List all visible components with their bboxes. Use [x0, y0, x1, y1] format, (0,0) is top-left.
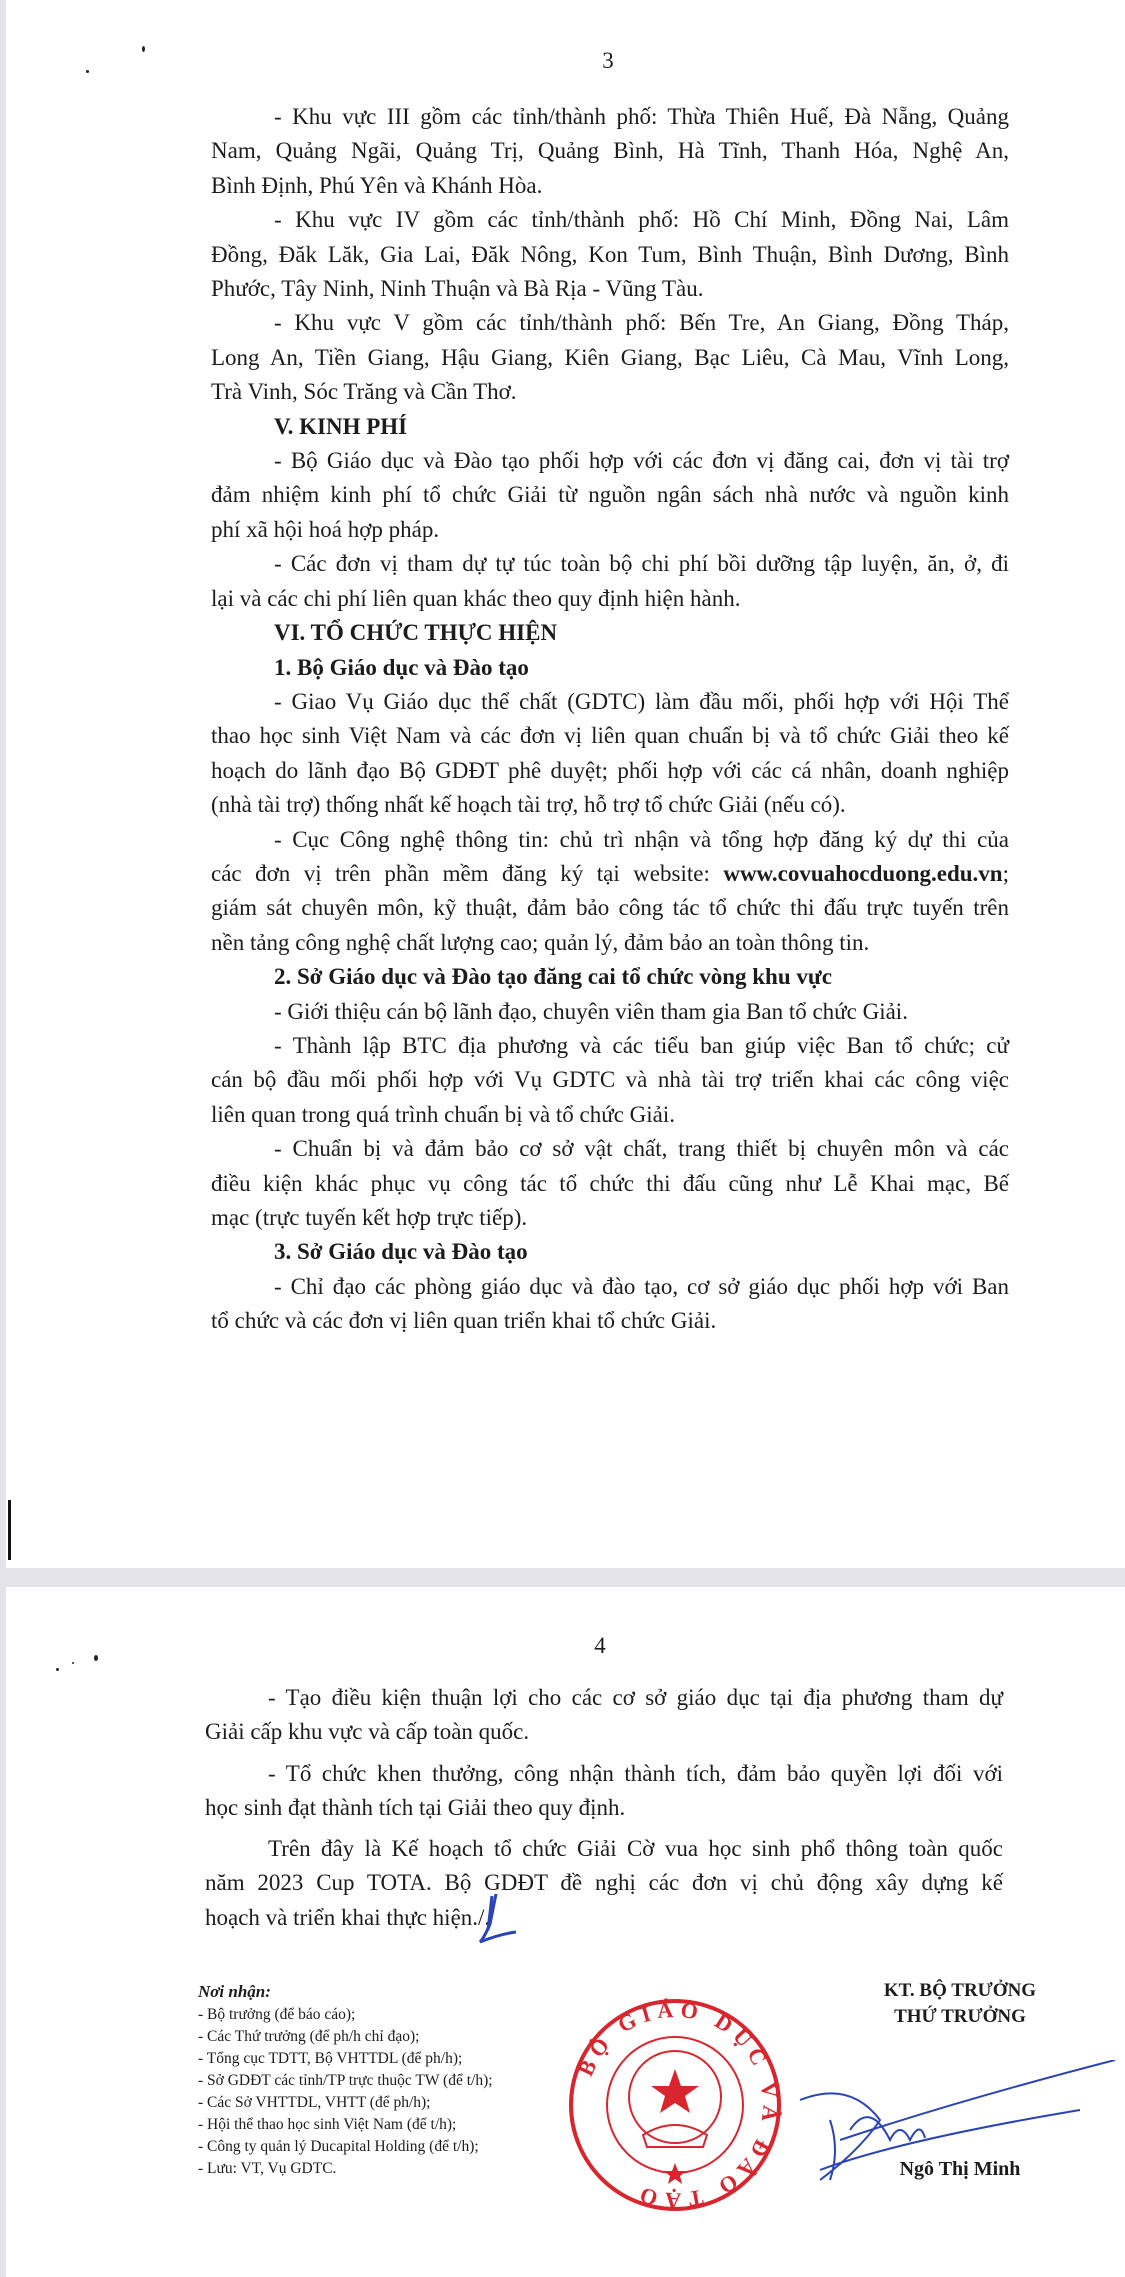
text-line: - Bộ Giáo dục và Đào tạo phối hợp với các đơn vị đăng cai, đơn vị tài trợ — [274, 448, 1009, 474]
text-line: Bình Định, Phú Yên và Khánh Hòa. — [211, 172, 543, 198]
website-link-text: www.covuahocduong.edu.vn — [723, 860, 1003, 886]
text-line: - Các đơn vị tham dự tự túc toàn bộ chi phí bồi dưỡng tập luyện, ăn, ở, đi — [274, 551, 1009, 577]
text-line: - Tổ chức khen thưởng, công nhận thành tích, đảm bảo quyền lợi đối với — [268, 1761, 1003, 1786]
paragraph — [211, 100, 1009, 203]
page-3-body — [211, 100, 1009, 1339]
text-line: - Chuẩn bị và đảm bảo cơ sở vật chất, trang thiết bị chuyên môn và các — [274, 1136, 1009, 1162]
page-4-paragraph — [205, 1681, 1003, 1750]
text-line: - Giao Vụ Giáo dục thể chất (GDTC) làm đầu mối, phối hợp với Hội Thể — [274, 688, 1009, 714]
text-line: năm 2023 Cup TOTA. Bộ GDĐT đề nghị các đơn vị chủ động xây dựng kế — [205, 1870, 1003, 1896]
text-line: phí xã hội hoá hợp pháp. — [211, 516, 440, 542]
text-line: - Giới thiệu cán bộ lãnh đạo, chuyên viên tham gia Ban tổ chức Giải. — [274, 998, 908, 1024]
recipient-item: - Các Sở VHTTDL, VHTT (để ph/h); — [198, 2094, 431, 2111]
text-line: Đồng, Đăk Lăk, Gia Lai, Đăk Nông, Kon Tum, Bình Thuận, Bình Dương, Bình — [211, 241, 1009, 267]
text-line: liên quan trong quá trình chuẩn bị và tổ chức Giải. — [211, 1101, 676, 1127]
section-heading: 2. Sở Giáo dục và Đào tạo đăng cai tổ chức vòng khu vực — [274, 964, 832, 990]
scan-speck — [56, 1668, 59, 1671]
text-line: đảm nhiệm kinh phí tổ chức Giải từ nguồn ngân sách nhà nước và nguồn kinh — [211, 482, 1009, 508]
text-line: giám sát chuyên môn, kỹ thuật, đảm bảo công tác tổ chức thi đấu trực tuyến trên — [211, 895, 1009, 921]
section-heading: 1. Bộ Giáo dục và Đào tạo — [274, 654, 529, 680]
recipient-item: - Lưu: VT, Vụ GDTC. — [198, 2160, 337, 2177]
scan-speck — [72, 1662, 74, 1664]
text-segment: các đơn vị trên phần mềm đăng ký tại website: — [211, 860, 724, 886]
text-line: mạc (trực tuyến kết hợp trực tiếp). — [211, 1205, 528, 1230]
text-line: - Tạo điều kiện thuận lợi cho các cơ sở giáo dục tại địa phương tham dự — [268, 1685, 1003, 1710]
text-line: - Chỉ đạo các phòng giáo dục và đào tạo, cơ sở giáo dục phối hợp với Ban — [274, 1273, 1009, 1299]
initial-signature-mark — [470, 1890, 530, 1950]
text-line: Phước, Tây Ninh, Ninh Thuận và Bà Rịa - Vũng Tàu. — [211, 276, 704, 302]
scan-speck — [142, 46, 145, 52]
text-line: (nhà tài trợ) thống nhất kế hoạch tài trợ, hỗ trợ tổ chức Giải (nếu có). — [211, 792, 846, 818]
text-line: hoạch do lãnh đạo Bộ GDĐT phê duyệt; phối hợp với các cá nhân, doanh nghiệp — [211, 757, 1009, 783]
paragraph — [211, 1029, 1009, 1132]
text-segment: ; — [1002, 860, 1009, 886]
text-line: điều kiện khác phục vụ công tác tổ chức thi đấu cũng như Lễ Khai mạc, Bế — [211, 1170, 1009, 1196]
paragraph — [211, 685, 1009, 823]
paragraph — [211, 203, 1009, 306]
paragraph — [211, 995, 1009, 1029]
page-number: 3 — [602, 48, 614, 73]
text-line: - Khu vực IV gồm các tỉnh/thành phố: Hồ Chí Minh, Đồng Nai, Lâm — [274, 207, 1009, 233]
scan-speck — [86, 70, 89, 73]
recipients-title: Nơi nhận: — [198, 1982, 271, 2001]
closing-paragraph — [205, 1832, 1003, 1935]
recipient-item: - Tổng cục TDTT, Bộ VHTTDL (để ph/h); — [198, 2050, 463, 2067]
recipient-item: - Bộ trưởng (để báo cáo); — [198, 2006, 356, 2023]
signature-block — [820, 1978, 1100, 2030]
recipient-item: - Hội thể thao học sinh Việt Nam (để t/h); — [198, 2116, 457, 2133]
text-line: nền tảng công nghệ chất lượng cao; quản lý, đảm bảo an toàn thông tin. — [211, 929, 870, 955]
text-line: Trên đây là Kế hoạch tổ chức Giải Cờ vua học sinh phổ thông toàn quốc — [268, 1836, 1003, 1861]
section-heading: VI. TỔ CHỨC THỰC HIỆN — [274, 620, 558, 646]
text-line — [211, 857, 1009, 891]
official-stamp — [555, 1985, 795, 2225]
page-number: 4 — [594, 1633, 606, 1658]
text-line: Nam, Quảng Ngãi, Quảng Trị, Quảng Bình, Hà Tĩnh, Thanh Hóa, Nghệ An, — [211, 138, 1009, 164]
paragraph — [211, 547, 1009, 616]
stamp-star-icon — [664, 2163, 686, 2184]
page-4-paragraph — [205, 1757, 1003, 1826]
recipients-list — [198, 1980, 493, 2180]
text-line: lại và các chi phí liên quan khác theo quy định hiện hành. — [211, 585, 741, 611]
text-line: Long An, Tiền Giang, Hậu Giang, Kiên Giang, Bạc Liêu, Cà Mau, Vĩnh Long, — [211, 344, 1009, 370]
paragraph — [211, 823, 1009, 961]
text-line: Giải cấp khu vực và cấp toàn quốc. — [205, 1719, 530, 1745]
text-line: - Cục Công nghệ thông tin: chủ trì nhận và tổng hợp đăng ký dự thi của — [274, 826, 1009, 852]
signer-name: Ngô Thị Minh — [899, 2158, 1021, 2180]
text-line: tổ chức và các đơn vị liên quan triển khai tổ chức Giải. — [211, 1308, 717, 1334]
text-line: cán bộ đầu mối phối hợp với Vụ GDTC và nhà tài trợ triển khai các công việc — [211, 1067, 1009, 1093]
scan-speck — [94, 1655, 98, 1661]
stamp-text: BỘ GIÁO DỤC VÀ ĐÀO TẠO — [572, 1996, 784, 2214]
recipient-item: - Công ty quản lý Ducapital Holding (để t/h); — [198, 2138, 479, 2155]
recipient-item: - Sở GDĐT các tỉnh/TP trực thuộc TW (để t/h); — [198, 2072, 493, 2089]
text-line: - Khu vực III gồm các tỉnh/thành phố: Thừa Thiên Huế, Đà Nẵng, Quảng — [274, 104, 1009, 129]
scan-edge — [8, 1500, 11, 1560]
paragraph — [211, 1270, 1009, 1339]
text-line: - Khu vực V gồm các tỉnh/thành phố: Bến Tre, An Giang, Đồng Tháp, — [274, 310, 1009, 336]
signature-position: THỨ TRƯỞNG — [894, 2006, 1026, 2027]
section-heading: 3. Sở Giáo dục và Đào tạo — [274, 1239, 528, 1265]
page-3 — [6, 0, 1125, 1568]
text-line: thao học sinh Việt Nam và các đơn vị liên quan chuẩn bị và tổ chức Giải theo kế — [211, 723, 1009, 749]
paragraph — [211, 444, 1009, 547]
paragraph — [211, 1132, 1009, 1235]
paragraph — [211, 306, 1009, 409]
signature-title: KT. BỘ TRƯỞNG — [883, 1980, 1037, 2001]
text-line: - Thành lập BTC địa phương và các tiểu ban giúp việc Ban tổ chức; cử — [274, 1032, 1009, 1058]
section-heading: V. KINH PHÍ — [274, 413, 408, 439]
text-line: hoạch và triển khai thực hiện./. — [205, 1904, 491, 1930]
text-line: Trà Vinh, Sóc Trăng và Cần Thơ. — [211, 379, 517, 405]
text-line: học sinh đạt thành tích tại Giải theo quy định. — [205, 1795, 626, 1821]
recipient-item: - Các Thứ trưởng (để ph/h chỉ đạo); — [198, 2028, 420, 2045]
